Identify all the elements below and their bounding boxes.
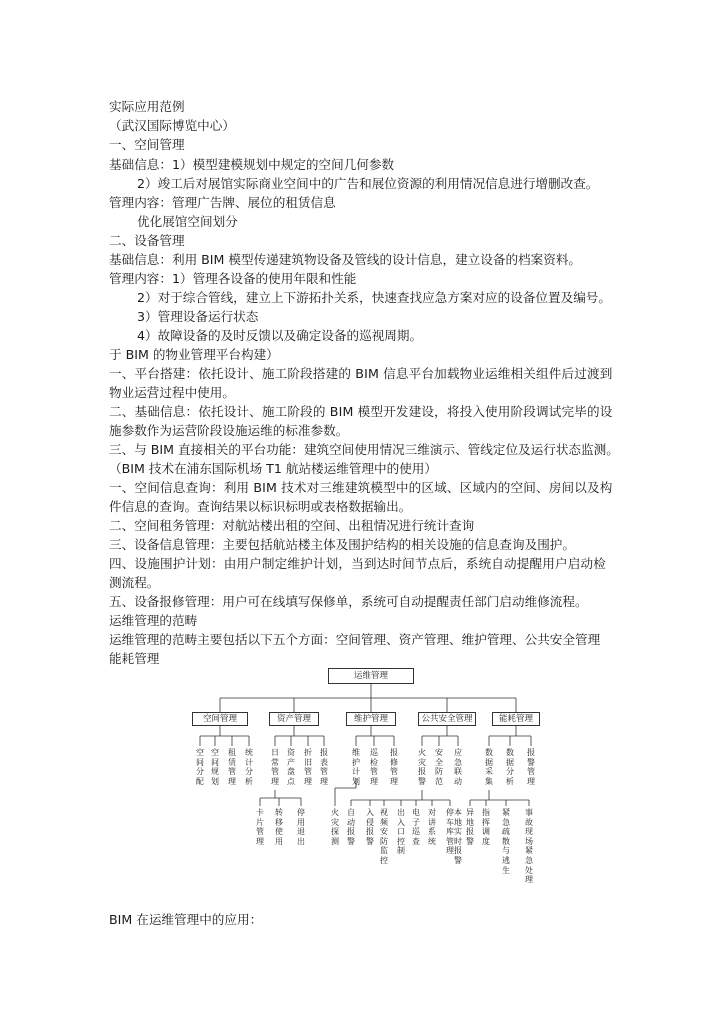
footer-text: BIM 在运维管理中的应用：	[109, 912, 263, 927]
org-chart-diagram	[190, 662, 540, 892]
text-line: 于 BIM 的物业管理平台构建）	[109, 347, 279, 362]
text-line: 二、空间租务管理：对航站楼出租的空间、出租情况进行统计查询	[109, 518, 475, 533]
text-line: （武汉国际博览中心）	[109, 118, 235, 133]
chart-level2-label: 维护计划	[352, 748, 360, 786]
text-line: 五、设备报修管理：用户可在线填写保修单，系统可自动提醒责任部门启动维修流程。	[109, 594, 588, 609]
chart-level3-label: 自动报警	[347, 808, 355, 846]
chart-level2-label: 报警管理	[527, 748, 535, 786]
chart-level2-label: 资产盘点	[287, 748, 295, 786]
chart-category-node: 空间管理	[192, 712, 248, 726]
chart-level3-label: 电子巡查	[412, 808, 420, 846]
text-line: 三、设备信息管理：主要包括航站楼主体及围护结构的相关设施的信息查询及围护。	[109, 537, 575, 552]
chart-level3-label: 对讲系统	[428, 808, 436, 846]
chart-category-node: 公共安全管理	[418, 712, 476, 726]
text-line: 物业运营过程中使用。	[109, 385, 235, 400]
chart-level2-label: 租赁管理	[228, 748, 236, 786]
chart-level2-label: 数据分析	[506, 748, 514, 786]
text-line: 一、平台搭建：依托设计、施工阶段搭建的 BIM 信息平台加载物业运维相关组件后过渡到	[109, 366, 613, 381]
chart-level3-label: 事故现场紧急处理	[525, 808, 533, 885]
chart-level2-label: 报表管理	[320, 748, 328, 786]
text-line: 一、空间信息查询：利用 BIM 技术对三维建筑模型中的区域、区域内的空间、房间以及构	[109, 480, 613, 495]
chart-level3-label: 转移使用	[275, 808, 283, 846]
chart-level2-label: 应急联动	[454, 748, 462, 786]
chart-level3-label: 本地实时报警	[454, 808, 462, 865]
text-line: 管理内容：管理广告牌、展位的租赁信息	[109, 195, 336, 210]
chart-level3-label: 出入口控制	[397, 808, 405, 856]
chart-level2-label: 空间分配	[196, 748, 204, 786]
chart-level2-label: 巡检管理	[370, 748, 378, 786]
chart-level2-label: 统计分析	[245, 748, 253, 786]
text-line: 4）故障设备的及时反馈以及确定设备的巡视周期。	[137, 328, 423, 343]
chart-level2-label: 空间规划	[211, 748, 219, 786]
text-line: 测流程。	[109, 575, 160, 590]
text-line: 施参数作为运营阶段设施运维的标准参数。	[109, 423, 349, 438]
chart-level3-label: 卡片管理	[256, 808, 264, 846]
chart-level3-label: 停用退出	[297, 808, 305, 846]
text-line: 能耗管理	[109, 651, 160, 666]
text-line: 优化展馆空间划分	[137, 214, 238, 229]
text-line: 件信息的查询。查询结果以标识标明或表格数据输出。	[109, 499, 412, 514]
text-line: 运维管理的范畴	[109, 613, 198, 628]
text-line: 管理内容：1）管理各设备的使用年限和性能	[109, 271, 357, 286]
text-line: 3）管理设备运行状态	[137, 309, 259, 324]
chart-level2-label: 数据采集	[485, 748, 493, 786]
text-line: 二、设备管理	[109, 233, 185, 248]
chart-level2-label: 日常管理	[271, 748, 279, 786]
chart-level2-label: 报修管理	[390, 748, 398, 786]
chart-level3-label: 入侵报警	[366, 808, 374, 846]
text-line: 2）对于综合管线，建立上下游拓扑关系，快速查找应急方案对应的设备位置及编号。	[137, 290, 611, 305]
chart-level3-label: 视频安防监控	[380, 808, 388, 865]
chart-level3-label: 火灾探测	[331, 808, 339, 846]
chart-category-node: 资产管理	[269, 712, 319, 726]
text-line: 二、基础信息：依托设计、施工阶段的 BIM 模型开发建设，将投入使用阶段调试完毕的设	[109, 404, 613, 419]
chart-category-node: 维护管理	[346, 712, 396, 726]
text-line: 四、设施围护计划：由用户制定维护计划，当到达时间节点后，系统自动提醒用户启动检	[109, 556, 607, 571]
chart-level2-label: 火灾报警	[418, 748, 426, 786]
chart-level3-label: 紧急疏散与逃生	[502, 808, 510, 875]
text-line: 基础信息：利用 BIM 模型传递建筑物设备及管线的设计信息，建立设备的档案资料。	[109, 252, 582, 267]
chart-level2-label: 安全防范	[435, 748, 443, 786]
text-line: 基础信息：1）模型建模规划中规定的空间几何参数	[109, 157, 395, 172]
text-line: 一、空间管理	[109, 137, 185, 152]
chart-level3-label: 指挥调度	[482, 808, 490, 846]
text-line: 三、与 BIM 直接相关的平台功能：建筑空间使用情况三维演示、管线定位及运行状态监测。	[109, 442, 619, 457]
text-line: 实际应用范例	[109, 99, 185, 114]
text-line: 运维管理的范畴主要包括以下五个方面：空间管理、资产管理、维护管理、公共安全管理	[109, 632, 601, 647]
text-line: 2）竣工后对展馆实际商业空间中的广告和展位资源的利用情况信息进行增删改查。	[137, 176, 599, 191]
chart-level2-label: 折旧管理	[304, 748, 312, 786]
chart-category-node: 能耗管理	[492, 712, 540, 726]
chart-level3-label: 停车库管理	[446, 808, 454, 856]
chart-level3-label: 异地报警	[466, 808, 474, 846]
chart-root-node: 运维管理	[328, 668, 414, 684]
text-line: （BIM 技术在浦东国际机场 T1 航站楼运维管理中的使用）	[109, 461, 437, 476]
